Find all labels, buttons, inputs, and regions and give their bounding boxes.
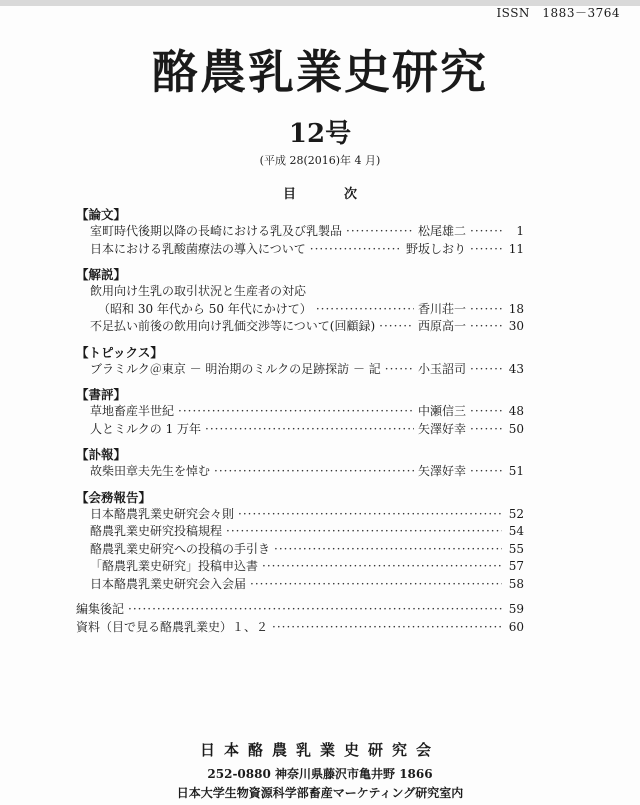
toc-entry xyxy=(76,223,524,241)
dot-leader xyxy=(214,463,414,481)
entry-author: 矢澤好幸 xyxy=(417,464,466,478)
dot-leader xyxy=(316,301,414,319)
issue-number: 12号 xyxy=(288,119,352,149)
entry-title: 編集後記 xyxy=(76,602,125,616)
journal-title: 酪農乳業史研究 xyxy=(152,45,488,99)
dot-leader xyxy=(274,541,502,559)
toc-heading: 目次 xyxy=(282,187,405,202)
dot-leader xyxy=(385,361,414,379)
toc-entry xyxy=(76,463,524,481)
toc-entry xyxy=(76,619,524,637)
entry-page: 30 xyxy=(508,319,524,333)
dot-leader xyxy=(470,463,502,481)
entry-author: 松尾雄二 xyxy=(417,224,466,238)
entry-author: 小玉詔司 xyxy=(417,361,466,376)
section-heading: 【会務報告】 xyxy=(76,489,152,505)
entry-page: 1 xyxy=(516,224,524,238)
dot-leader xyxy=(470,421,502,439)
entry-title: （昭和 30 年代から 50 年代にかけて） xyxy=(98,301,312,316)
toc-entry xyxy=(76,241,524,259)
entry-author: 中瀬信三 xyxy=(417,404,466,418)
toc-entry xyxy=(76,318,524,336)
toc-section xyxy=(76,489,524,594)
toc-entry xyxy=(76,361,524,379)
dot-leader xyxy=(128,601,502,619)
entry-title: 不足払い前後の飲用向け乳価交渉等について(回顧録) xyxy=(90,319,376,333)
entry-title: 室町時代後期以降の長崎における乳及び乳製品 xyxy=(90,224,343,238)
entry-title: 日本酪農乳業史研究会々則 xyxy=(90,506,235,521)
dot-leader xyxy=(272,619,502,637)
entry-title: 酪農乳業史研究への投稿の手引き xyxy=(90,541,271,556)
entry-author: 香川荘一 xyxy=(417,301,466,316)
toc-entry xyxy=(76,283,524,301)
dot-leader xyxy=(470,241,502,259)
entry-page: 60 xyxy=(508,619,524,634)
entry-page: 52 xyxy=(508,506,524,521)
entry-title: 酪農乳業史研究投稿規程 xyxy=(90,524,223,538)
dot-leader xyxy=(178,403,414,421)
dot-leader xyxy=(470,361,502,379)
toc-section xyxy=(76,344,524,379)
table-of-contents xyxy=(76,206,524,636)
entry-page: 57 xyxy=(508,559,524,573)
publisher-lab: 日本大学生物資源科学部畜産マーケティング研究室内 xyxy=(176,786,464,800)
dot-leader xyxy=(262,558,502,576)
section-heading: 【トピックス】 xyxy=(76,344,163,360)
toc-section xyxy=(76,446,524,481)
entry-author: 野坂しおり xyxy=(405,241,466,256)
entry-page: 51 xyxy=(508,464,524,478)
section-heading: 【書評】 xyxy=(76,387,127,402)
dot-leader xyxy=(470,318,502,336)
section-heading: 【論文】 xyxy=(76,207,127,222)
entry-page: 59 xyxy=(508,602,524,616)
entry-title: 草地畜産半世紀 xyxy=(90,404,175,418)
entry-title: 故柴田章夫先生を悼む xyxy=(90,464,211,478)
toc-entry xyxy=(76,523,524,541)
entry-title: ブラミルク＠東京 － 明治期のミルクの足跡探訪 － 記 xyxy=(90,361,381,376)
section-heading: 【解説】 xyxy=(76,267,127,282)
toc-entry xyxy=(76,541,524,559)
entry-page: 50 xyxy=(508,421,524,436)
toc-entry xyxy=(76,558,524,576)
dot-leader xyxy=(250,576,502,594)
entry-page: 11 xyxy=(508,241,524,256)
publisher-address: 252-0880 神奈川県藤沢市亀井野 1866 xyxy=(207,767,433,781)
dot-leader xyxy=(470,223,502,241)
entry-author: 矢澤好幸 xyxy=(417,421,466,436)
entry-page: 54 xyxy=(508,524,524,538)
entry-page: 43 xyxy=(508,361,524,376)
toc-entry xyxy=(76,301,524,319)
entry-title: 飲用向け生乳の取引状況と生産者の対応 xyxy=(90,284,307,298)
dot-leader xyxy=(226,523,502,541)
dot-leader xyxy=(470,301,502,319)
entry-page: 18 xyxy=(508,301,524,316)
publisher-name: 日本酪農乳業史研究会 xyxy=(199,741,440,759)
dot-leader xyxy=(238,506,502,524)
entry-title: 人とミルクの 1 万年 xyxy=(90,421,202,436)
issue-date: (平成 28(2016)年 4 月) xyxy=(259,154,381,167)
entry-title: 日本酪農乳業史研究会入会届 xyxy=(90,576,247,591)
toc-section xyxy=(76,266,524,336)
section-heading: 【訃報】 xyxy=(76,447,127,462)
entry-title: 日本における乳酸菌療法の導入について xyxy=(90,241,306,256)
entry-title: 資料（目で見る酪農乳業史）１、２ xyxy=(76,619,269,634)
toc-entry xyxy=(76,576,524,594)
entry-title: 「酪農乳業史研究」投稿申込書 xyxy=(90,559,259,573)
entry-page: 48 xyxy=(508,404,524,418)
toc-section xyxy=(76,386,524,438)
entry-page: 58 xyxy=(508,576,524,591)
dot-leader xyxy=(379,318,414,336)
entry-author: 西原高一 xyxy=(417,319,466,333)
dot-leader xyxy=(205,421,414,439)
dot-leader xyxy=(470,403,502,421)
toc-entry xyxy=(76,421,524,439)
dot-leader xyxy=(346,223,414,241)
issn-number: ISSN 1883－3764 xyxy=(496,6,620,20)
toc-section xyxy=(76,206,524,258)
entry-page: 55 xyxy=(508,541,524,556)
toc-entry xyxy=(76,403,524,421)
toc-entry xyxy=(76,601,524,619)
toc-entry xyxy=(76,506,524,524)
dot-leader xyxy=(310,241,402,259)
